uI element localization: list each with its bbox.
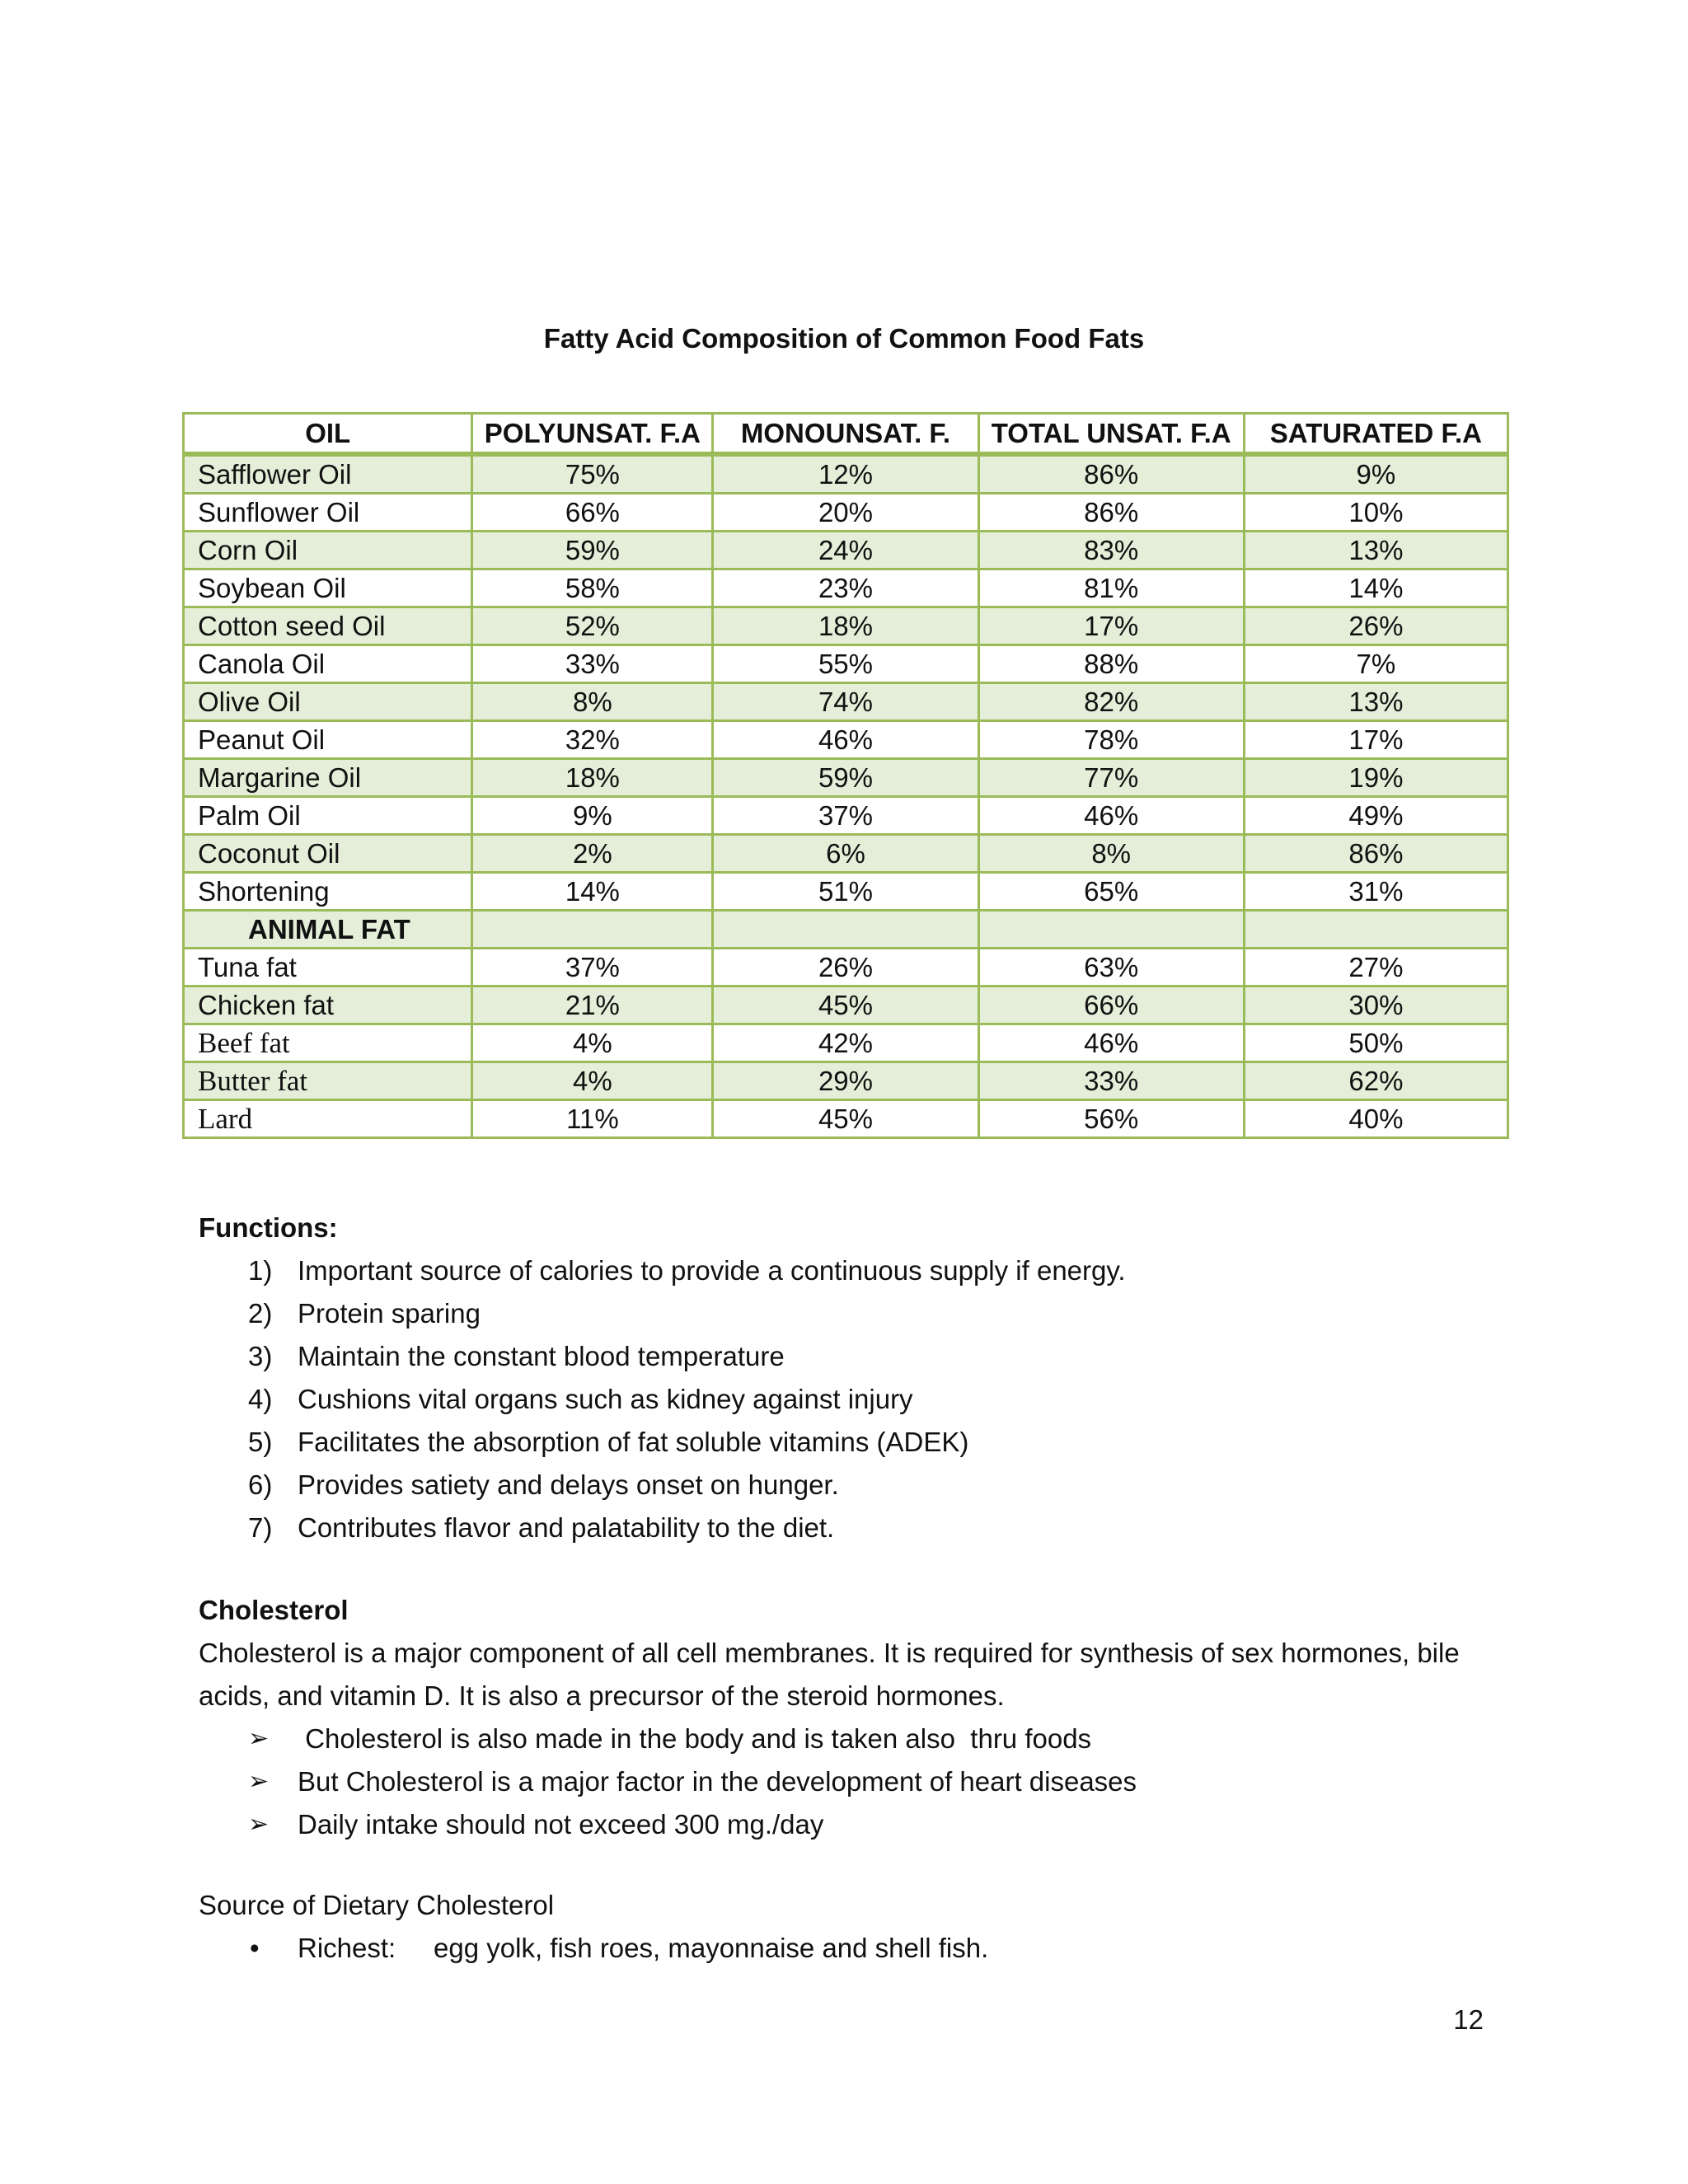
saturated-value: 13% (1244, 532, 1507, 569)
monounsat-value: 12% (713, 454, 978, 494)
list-item (199, 1292, 1517, 1335)
list-number: 3) (248, 1341, 273, 1371)
saturated-value: 62% (1244, 1062, 1507, 1100)
list-item (199, 1927, 1517, 1970)
table-row (184, 1062, 1508, 1100)
list-item (199, 1507, 1517, 1549)
cholesterol-heading: Cholesterol (199, 1595, 349, 1625)
monounsat-value: 74% (713, 683, 978, 721)
polyunsat-value: 21% (472, 987, 713, 1024)
total-unsat-value: 65% (978, 873, 1244, 911)
total-unsat-value: 86% (978, 454, 1244, 494)
saturated-value: 49% (1244, 797, 1507, 835)
list-number: 4) (248, 1384, 273, 1414)
list-item (199, 1718, 1517, 1760)
oil-name: Canola Oil (184, 645, 472, 683)
empty-cell (713, 911, 978, 949)
polyunsat-value: 32% (472, 721, 713, 759)
total-unsat-value: 86% (978, 494, 1244, 532)
list-text: Facilitates the absorption of fat soluble vitamins (ADEK) (298, 1427, 969, 1457)
polyunsat-value: 58% (472, 569, 713, 607)
arrow-bullet-icon: ➢ (248, 1725, 270, 1752)
cholesterol-bullets (199, 1718, 1517, 1846)
polyunsat-value: 52% (472, 607, 713, 645)
list-item (199, 1803, 1517, 1846)
list-text: Richest: egg yolk, fish roes, mayonnaise and shell fish. (298, 1933, 989, 1963)
bullet-dot-icon: • (250, 1933, 260, 1963)
functions-list (199, 1249, 1517, 1549)
total-unsat-value: 83% (978, 532, 1244, 569)
total-unsat-value: 81% (978, 569, 1244, 607)
monounsat-value: 24% (713, 532, 978, 569)
table-row (184, 683, 1508, 721)
monounsat-value: 20% (713, 494, 978, 532)
oil-name: Coconut Oil (184, 835, 472, 873)
saturated-value: 50% (1244, 1024, 1507, 1062)
oil-name: Safflower Oil (184, 454, 472, 494)
oil-name: Margarine Oil (184, 759, 472, 797)
header-total-unsat: TOTAL UNSAT. F.A (978, 414, 1244, 455)
list-text: Maintain the constant blood temperature (298, 1341, 785, 1371)
monounsat-value: 55% (713, 645, 978, 683)
header-polyunsat: POLYUNSAT. F.A (472, 414, 713, 455)
fat-name: Lard (184, 1100, 472, 1138)
oil-name: Sunflower Oil (184, 494, 472, 532)
list-item (199, 1421, 1517, 1464)
monounsat-value: 45% (713, 1100, 978, 1138)
total-unsat-value: 77% (978, 759, 1244, 797)
polyunsat-value: 18% (472, 759, 713, 797)
functions-heading: Functions: (199, 1212, 338, 1243)
fat-name: Tuna fat (184, 949, 472, 987)
monounsat-value: 45% (713, 987, 978, 1024)
monounsat-value: 6% (713, 835, 978, 873)
saturated-value: 13% (1244, 683, 1507, 721)
header-saturated: SATURATED F.A (1244, 414, 1507, 455)
list-number: 5) (248, 1427, 273, 1457)
saturated-value: 40% (1244, 1100, 1507, 1138)
total-unsat-value: 17% (978, 607, 1244, 645)
oil-name: Corn Oil (184, 532, 472, 569)
polyunsat-value: 66% (472, 494, 713, 532)
saturated-value: 9% (1244, 454, 1507, 494)
saturated-value: 7% (1244, 645, 1507, 683)
polyunsat-value: 4% (472, 1024, 713, 1062)
total-unsat-value: 33% (978, 1062, 1244, 1100)
oil-name: Peanut Oil (184, 721, 472, 759)
monounsat-value: 59% (713, 759, 978, 797)
polyunsat-value: 9% (472, 797, 713, 835)
sources-heading: Source of Dietary Cholesterol (199, 1890, 555, 1920)
monounsat-value: 46% (713, 721, 978, 759)
fat-name: Butter fat (184, 1062, 472, 1100)
polyunsat-value: 33% (472, 645, 713, 683)
polyunsat-value: 37% (472, 949, 713, 987)
table-row (184, 454, 1508, 494)
table-row (184, 1024, 1508, 1062)
oil-name: Soybean Oil (184, 569, 472, 607)
monounsat-value: 51% (713, 873, 978, 911)
saturated-value: 19% (1244, 759, 1507, 797)
polyunsat-value: 14% (472, 873, 713, 911)
saturated-value: 30% (1244, 987, 1507, 1024)
table-header-row (184, 414, 1508, 455)
polyunsat-value: 8% (472, 683, 713, 721)
list-text: But Cholesterol is a major factor in the development of heart diseases (298, 1766, 1137, 1797)
list-number: 6) (248, 1469, 273, 1500)
polyunsat-value: 75% (472, 454, 713, 494)
table-row (184, 721, 1508, 759)
list-item (199, 1464, 1517, 1507)
list-text: Cushions vital organs such as kidney against injury (298, 1384, 913, 1414)
list-text: Daily intake should not exceed 300 mg./day (298, 1809, 824, 1840)
oil-name: Olive Oil (184, 683, 472, 721)
list-item (199, 1335, 1517, 1378)
table-row (184, 987, 1508, 1024)
saturated-value: 27% (1244, 949, 1507, 987)
table-row (184, 494, 1508, 532)
page-number: 12 (1453, 2004, 1484, 2035)
polyunsat-value: 4% (472, 1062, 713, 1100)
oil-name: Shortening (184, 873, 472, 911)
polyunsat-value: 59% (472, 532, 713, 569)
table-row (184, 569, 1508, 607)
table-row (184, 835, 1508, 873)
header-oil: OIL (184, 414, 472, 455)
empty-cell (1244, 911, 1507, 949)
saturated-value: 10% (1244, 494, 1507, 532)
saturated-value: 17% (1244, 721, 1507, 759)
monounsat-value: 23% (713, 569, 978, 607)
monounsat-value: 26% (713, 949, 978, 987)
list-text: Contributes flavor and palatability to the diet. (298, 1512, 835, 1543)
header-monounsat: MONOUNSAT. F. (713, 414, 978, 455)
saturated-value: 26% (1244, 607, 1507, 645)
monounsat-value: 37% (713, 797, 978, 835)
arrow-bullet-icon: ➢ (248, 1768, 270, 1795)
table-row (184, 532, 1508, 569)
total-unsat-value: 56% (978, 1100, 1244, 1138)
list-item (199, 1249, 1517, 1292)
sources-list (199, 1927, 1517, 1970)
total-unsat-value: 63% (978, 949, 1244, 987)
monounsat-value: 29% (713, 1062, 978, 1100)
section-label: ANIMAL FAT (184, 911, 472, 949)
fat-name: Beef fat (184, 1024, 472, 1062)
monounsat-value: 42% (713, 1024, 978, 1062)
list-text: Cholesterol is also made in the body and is taken also thru foods (298, 1723, 1092, 1754)
oil-name: Cotton seed Oil (184, 607, 472, 645)
total-unsat-value: 78% (978, 721, 1244, 759)
total-unsat-value: 46% (978, 1024, 1244, 1062)
section-row-animal-fat (184, 911, 1508, 949)
table-row (184, 645, 1508, 683)
total-unsat-value: 66% (978, 987, 1244, 1024)
list-text: Important source of calories to provide a continuous supply if energy. (298, 1255, 1126, 1286)
total-unsat-value: 8% (978, 835, 1244, 873)
table-row (184, 607, 1508, 645)
empty-cell (472, 911, 713, 949)
fatty-acid-table (182, 412, 1509, 1139)
arrow-bullet-icon: ➢ (248, 1811, 270, 1838)
saturated-value: 31% (1244, 873, 1507, 911)
cholesterol-paragraph: Cholesterol is a major component of all cell membranes. It is required for synthesis of sex hormones, bile acids, and vitamin D. It is also a precursor of the steroid hormones. (199, 1638, 1460, 1711)
monounsat-value: 18% (713, 607, 978, 645)
empty-cell (978, 911, 1244, 949)
table-row (184, 759, 1508, 797)
saturated-value: 86% (1244, 835, 1507, 873)
cholesterol-section (199, 1589, 1517, 1846)
total-unsat-value: 88% (978, 645, 1244, 683)
fat-name: Chicken fat (184, 987, 472, 1024)
total-unsat-value: 46% (978, 797, 1244, 835)
polyunsat-value: 2% (472, 835, 713, 873)
saturated-value: 14% (1244, 569, 1507, 607)
page-title: Fatty Acid Composition of Common Food Fats (543, 323, 1145, 354)
polyunsat-value: 11% (472, 1100, 713, 1138)
list-item (199, 1378, 1517, 1421)
table-row (184, 797, 1508, 835)
table-row (184, 873, 1508, 911)
list-number: 7) (248, 1512, 273, 1543)
total-unsat-value: 82% (978, 683, 1244, 721)
list-number: 2) (248, 1298, 273, 1329)
table-row (184, 949, 1508, 987)
list-text: Protein sparing (298, 1298, 481, 1329)
list-number: 1) (248, 1255, 273, 1286)
table-row (184, 1100, 1508, 1138)
list-item (199, 1760, 1517, 1803)
sources-section (199, 1884, 1517, 1970)
list-text: Provides satiety and delays onset on hunger. (298, 1469, 839, 1500)
oil-name: Palm Oil (184, 797, 472, 835)
functions-section (199, 1207, 1517, 1549)
